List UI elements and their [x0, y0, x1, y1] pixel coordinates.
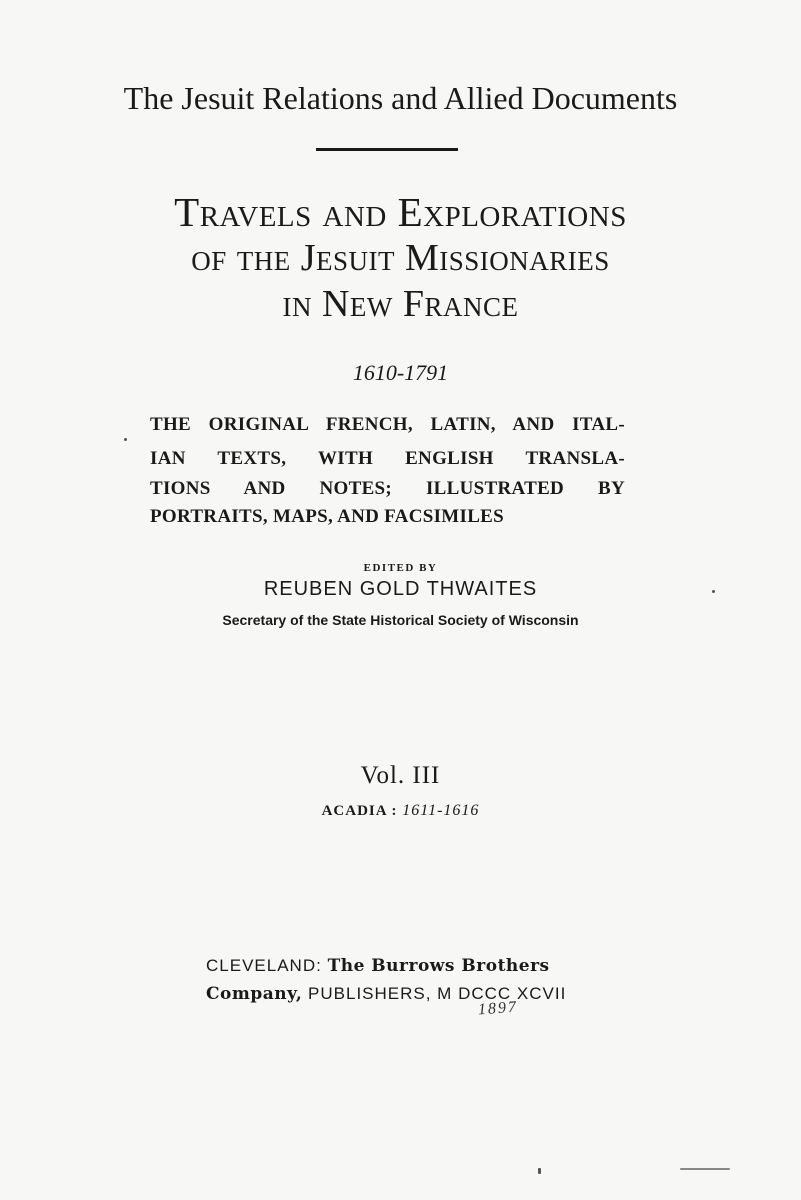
scan-speck: [538, 1168, 541, 1174]
description-line-2: IAN TEXTS, WITH ENGLISH TRANSLA-: [150, 448, 625, 469]
description-line-1: THE ORIGINAL FRENCH, LATIN, AND ITAL-: [150, 414, 625, 435]
volume-region: ACADIA :: [321, 803, 398, 819]
main-title-line-2: of the Jesuit Missionaries: [191, 237, 610, 279]
imprint-city: CLEVELAND:: [206, 956, 322, 975]
edited-by-label: EDITED BY: [363, 562, 438, 574]
handwritten-note: 1897: [477, 998, 519, 1019]
description-line-3: TIONS AND NOTES; ILLUSTRATED BY: [150, 478, 625, 499]
scan-speck: [712, 590, 715, 593]
imprint-publisher-part-2: Company,: [206, 984, 303, 1004]
scan-speck: [124, 438, 127, 441]
series-title: The Jesuit Relations and Allied Documents: [123, 80, 678, 116]
volume-number: Vol. III: [360, 762, 441, 789]
volume-dates: 1611-1616: [402, 802, 480, 819]
volume-subtitle: [0, 802, 801, 820]
description-line-4: PORTRAITS, MAPS, AND FACSIMILES: [150, 506, 505, 527]
main-title-line-3: in New France: [282, 283, 519, 325]
imprint-publishers-year: PUBLISHERS, M DCCC XCVII: [308, 984, 567, 1003]
editor-name: REUBEN GOLD THWAITES: [263, 578, 538, 600]
scan-speck: [680, 1168, 730, 1170]
imprint-line-1: [206, 956, 550, 976]
editor-role: Secretary of the State Historical Society of Wisconsin: [222, 612, 579, 628]
divider-rule: [316, 148, 458, 151]
date-range: 1610-1791: [352, 360, 449, 385]
imprint-publisher-part-1: The Burrows Brothers: [327, 956, 550, 976]
main-title-line-1: Travels and Explorations: [174, 189, 627, 235]
